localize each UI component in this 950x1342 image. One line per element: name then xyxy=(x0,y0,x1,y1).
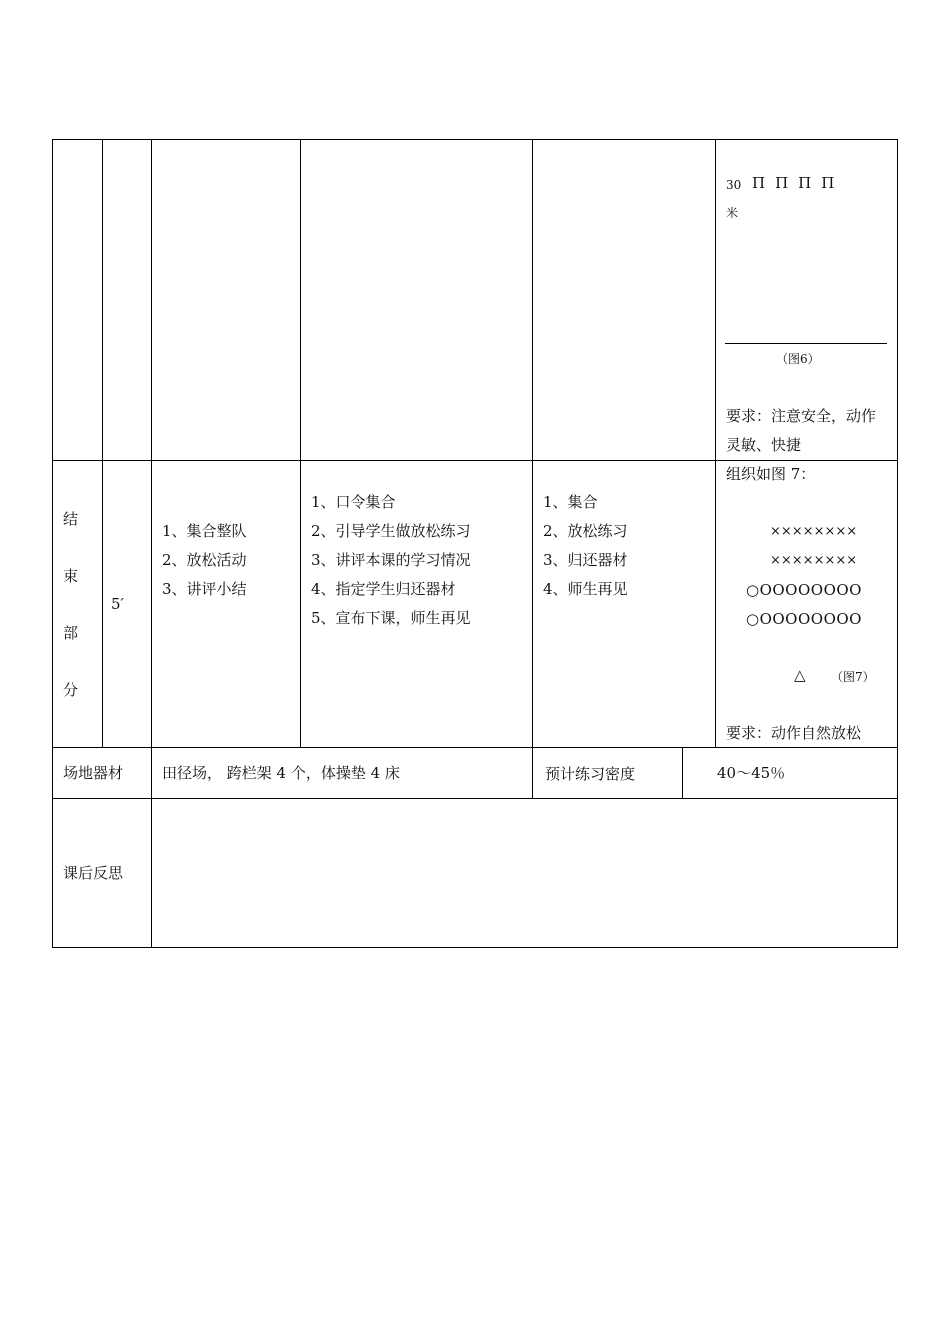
col-divider-3 xyxy=(300,139,301,748)
formation-row-students-o: ○OOOOOOOO xyxy=(746,581,862,599)
section-time: 5′ xyxy=(111,595,124,613)
student-item: 1、集合 xyxy=(543,493,598,511)
teacher-item: 5、宣布下课，师生再见 xyxy=(311,609,471,627)
content-item: 3、讲评小结 xyxy=(162,580,247,598)
teacher-triangle-icon: △ xyxy=(794,666,806,684)
density-label: 预计练习密度 xyxy=(545,765,636,783)
col-divider-4 xyxy=(532,139,533,799)
teacher-item: 1、口令集合 xyxy=(311,493,396,511)
hurdle-row-icon: ΠΠΠΠ xyxy=(752,174,845,192)
content-item: 1、集合整队 xyxy=(162,522,247,540)
figure6-caption: （图6） xyxy=(776,352,820,366)
organization-requirement: 要求：动作自然放松 xyxy=(726,724,862,742)
top-requirement-line-2: 灵敏、快捷 xyxy=(726,436,802,454)
top-requirement-line-1: 要求：注意安全，动作 xyxy=(726,407,877,425)
col-divider-density xyxy=(682,747,683,799)
table-border-bottom xyxy=(52,947,898,948)
table-border-right xyxy=(897,139,898,948)
row-divider-equipment xyxy=(52,747,898,748)
figure7-caption: （图7） xyxy=(831,670,875,684)
equipment-label: 场地器材 xyxy=(63,764,124,782)
equipment-value: 田径场， 跨栏架 4 个，体操垫 4 床 xyxy=(162,764,400,782)
section-label-char: 分 xyxy=(63,681,79,699)
student-item: 4、师生再见 xyxy=(543,580,628,598)
reflection-label: 课后反思 xyxy=(63,864,124,882)
formation-row-students-x: ×××××××× xyxy=(770,553,858,568)
row-divider-end-section xyxy=(52,460,898,461)
col-divider-2 xyxy=(151,139,152,948)
teacher-item: 3、讲评本课的学习情况 xyxy=(311,551,471,569)
figure6-distance-unit: 米 xyxy=(726,206,739,220)
formation-row-students-x: ×××××××× xyxy=(770,524,858,539)
table-border-left xyxy=(52,139,53,948)
teacher-item: 2、引导学生做放松练习 xyxy=(311,522,471,540)
table-border-top xyxy=(52,139,898,140)
density-value: 40～45％ xyxy=(717,764,786,782)
figure6-distance-number: 30 xyxy=(726,178,742,192)
row-divider-reflection xyxy=(52,798,898,799)
col-divider-1 xyxy=(102,139,103,748)
student-item: 3、归还器材 xyxy=(543,551,628,569)
finish-line xyxy=(725,343,887,344)
student-item: 2、放松练习 xyxy=(543,522,628,540)
content-item: 2、放松活动 xyxy=(162,551,247,569)
organization-title: 组织如图 7： xyxy=(726,465,816,483)
col-divider-5 xyxy=(715,139,716,748)
section-label-char: 部 xyxy=(63,624,79,642)
section-label-char: 束 xyxy=(63,567,79,585)
section-label-char: 结 xyxy=(63,510,79,528)
formation-row-students-o: ○OOOOOOOO xyxy=(746,610,862,628)
teacher-item: 4、指定学生归还器材 xyxy=(311,580,456,598)
